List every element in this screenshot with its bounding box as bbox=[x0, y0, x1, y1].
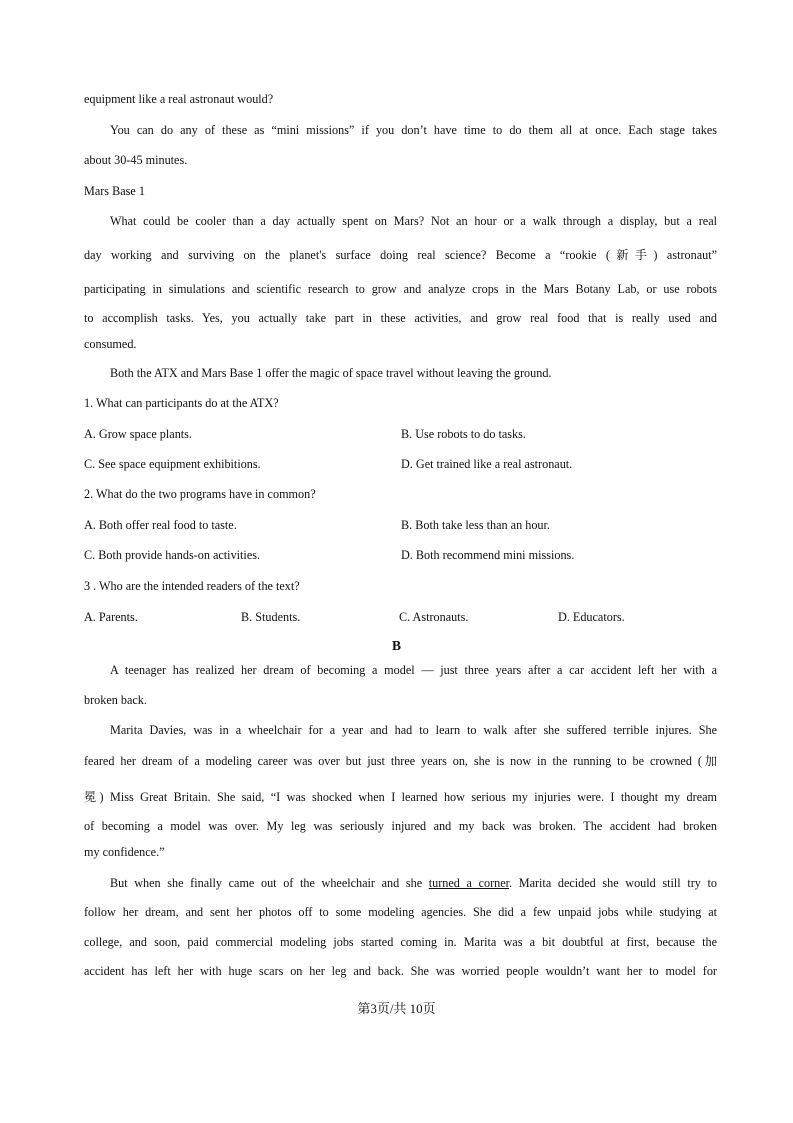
text-line: Marita Davies, was in a wheelchair for a year and had to learn to walk after she suffered terrible injures. She bbox=[110, 723, 717, 737]
option-b: B. Both take less than an hour. bbox=[401, 518, 550, 532]
page-number: 第3页/共 10页 bbox=[357, 1001, 436, 1016]
section-b-label: B bbox=[391, 638, 401, 653]
text-line: follow her dream, and sent her photos off to some modeling agencies. She did a few unpaid jobs while studying at bbox=[84, 905, 717, 919]
option-a: A. Both offer real food to taste. bbox=[84, 518, 237, 532]
question-stem: 2. What do the two programs have in common? bbox=[84, 487, 316, 501]
text-line: of becoming a model was over. My leg was seriously injured and my back was broken. The accident had broken bbox=[84, 819, 717, 833]
text-span: . Marita decided she would still try to bbox=[509, 876, 717, 890]
option-c: C. Astronauts. bbox=[399, 610, 469, 624]
text-line: accident has left her with huge scars on her leg and back. She was worried people wouldn’t want her to model for bbox=[84, 964, 717, 978]
option-d: D. Get trained like a real astronaut. bbox=[401, 457, 573, 471]
option-b: B. Students. bbox=[241, 610, 301, 624]
option-c: C. See space equipment exhibitions. bbox=[84, 457, 261, 471]
section-heading: Mars Base 1 bbox=[84, 184, 145, 198]
underlined-phrase: turned a corner bbox=[428, 876, 510, 890]
text-line: day working and surviving on the planet's surface doing real science? Become a “rookie (新手) astronaut” bbox=[84, 248, 717, 262]
option-a: A. Parents. bbox=[84, 610, 138, 624]
text-line: consumed. bbox=[84, 337, 137, 351]
text-line: A teenager has realized her dream of becoming a model — just three years after a car accident left her with a bbox=[110, 663, 717, 677]
text-line: What could be cooler than a day actually spent on Mars? Not an hour or a walk through a display, but a real bbox=[110, 214, 717, 228]
text-line: Both the ATX and Mars Base 1 offer the magic of space travel without leaving the ground. bbox=[110, 366, 552, 380]
text-line: broken back. bbox=[84, 693, 147, 707]
text-line: feared her dream of a modeling career was over but just three years on, she is now in the running to be crowned (加 bbox=[84, 754, 717, 768]
option-c: C. Both provide hands-on activities. bbox=[84, 548, 261, 562]
text-line: equipment like a real astronaut would? bbox=[84, 92, 274, 106]
question-stem: 1. What can participants do at the ATX? bbox=[84, 396, 279, 410]
text-line: You can do any of these as “mini missions” if you don’t have time to do them all at once. Each stage takes bbox=[110, 123, 717, 137]
text-span: But when she finally came out of the wheelchair and she bbox=[110, 876, 429, 890]
text-line: about 30-45 minutes. bbox=[84, 153, 188, 167]
option-a: A. Grow space plants. bbox=[84, 427, 192, 441]
text-line bbox=[110, 876, 717, 891]
text-line: college, and soon, paid commercial modeling jobs started coming in. Marita was a bit doubtful at first, because the bbox=[84, 935, 717, 949]
option-d: D. Both recommend mini missions. bbox=[401, 548, 575, 562]
question-stem: 3 . Who are the intended readers of the text? bbox=[84, 579, 300, 593]
option-d: D. Educators. bbox=[558, 610, 625, 624]
text-line: to accomplish tasks. Yes, you actually take part in these activities, and grow real food that is really used and bbox=[84, 311, 717, 325]
text-line: 冕) Miss Great Britain. She said, “I was shocked when I learned how serious my injuries were. I thought my dream bbox=[84, 790, 717, 804]
option-b: B. Use robots to do tasks. bbox=[401, 427, 526, 441]
text-line: my confidence.” bbox=[84, 845, 165, 859]
text-line: participating in simulations and scientific research to grow and analyze crops in the Mars Botany Lab, or use robots bbox=[84, 282, 717, 296]
